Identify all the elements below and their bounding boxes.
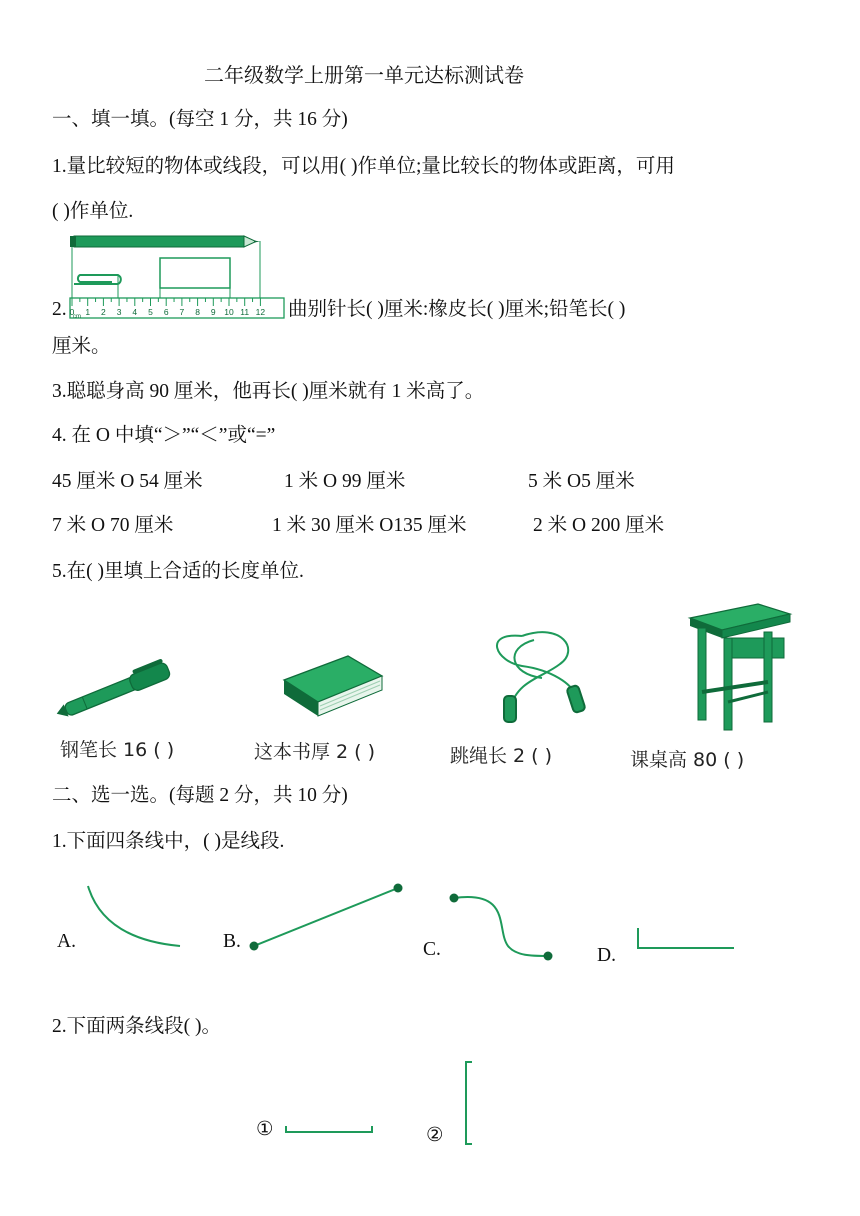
- segment-1: [286, 1126, 372, 1132]
- compare-item: 7 米 O 70 厘米: [52, 515, 174, 536]
- curve-c: [454, 897, 548, 956]
- page-title: 二年级数学上册第一单元达标测试卷: [204, 65, 524, 87]
- segment-label: ②: [426, 1125, 444, 1146]
- ruler-tick-label: 6: [163, 307, 169, 317]
- ruler-figure: [68, 228, 288, 320]
- eraser-icon: [160, 258, 230, 288]
- question-text: 5.在( )里填上合适的长度单位.: [52, 561, 304, 582]
- desk-icon: [690, 604, 790, 730]
- segment-b: [254, 888, 398, 946]
- curve-a: [88, 886, 180, 946]
- question-text: 2.下面两条线段( )。: [52, 1016, 221, 1037]
- question-number: 2.: [52, 299, 67, 320]
- ruler-tick-label: 9: [210, 307, 216, 317]
- question-text: 4. 在 O 中填“＞”“＜”或“=”: [52, 425, 276, 446]
- compare-item: 45 厘米 O 54 厘米: [52, 471, 203, 492]
- ruler-tick-label: 10: [224, 307, 234, 317]
- option-label: B.: [223, 931, 241, 952]
- ruler-tick-label: 8: [195, 307, 200, 317]
- question-text: 厘米。: [52, 336, 111, 357]
- segment-2: [466, 1062, 472, 1144]
- figure-caption: 课桌高 80 ( ): [630, 749, 745, 771]
- compare-item: 1 米 30 厘米 O135 厘米: [272, 515, 467, 536]
- section-heading: 二、选一选。(每题 2 分，共 10 分): [52, 785, 348, 806]
- ruler-tick-label: 2: [101, 307, 106, 317]
- ruler-tick-label: 5: [148, 307, 153, 317]
- two-segments-figure: [280, 1056, 480, 1148]
- book-icon: [284, 656, 382, 716]
- ruler-unit-label: cm: [73, 314, 81, 320]
- question-text: 1.量比较短的物体或线段，可以用( )作单位;量比较长的物体或距离，可用: [52, 156, 675, 177]
- question-text: 3.聪聪身高 90 厘米，他再长( )厘米就有 1 米高了。: [52, 381, 485, 402]
- compare-item: 2 米 O 200 厘米: [533, 515, 665, 536]
- ruler-tick-label: 0: [69, 307, 75, 317]
- pencil-icon: [70, 236, 260, 247]
- jump-rope-icon: [497, 632, 586, 722]
- section-heading: 一、填一填。(每空 1 分，共 16 分): [52, 109, 348, 130]
- figure-caption: 跳绳长 2 ( ): [450, 745, 553, 767]
- option-label: D.: [597, 945, 616, 966]
- figure-caption: 钢笔长 16 ( ): [60, 739, 175, 761]
- angle-d: [638, 928, 734, 948]
- ruler-tick-label: 7: [179, 307, 185, 317]
- compare-item: 5 米 O5 厘米: [528, 471, 635, 492]
- question-text: ( )作单位.: [52, 201, 134, 222]
- figure-caption: 这本书厚 2 ( ): [254, 741, 376, 763]
- pen-icon: [52, 658, 171, 722]
- ruler-tick-label: 1: [85, 307, 91, 317]
- question-text: 1.下面四条线中，( )是线段.: [52, 831, 285, 852]
- option-label: A.: [57, 931, 76, 952]
- question-text: 曲别针长( )厘米:橡皮长( )厘米;铅笔长( ): [288, 299, 626, 320]
- ruler-tick-label: 4: [132, 307, 138, 317]
- paperclip-icon: [74, 275, 121, 284]
- ruler-tick-label: 11: [240, 307, 250, 317]
- compare-item: 1 米 O 99 厘米: [284, 471, 406, 492]
- objects-figure: [52, 592, 812, 732]
- ruler-tick-label: 3: [116, 307, 122, 317]
- segment-label: ①: [256, 1119, 274, 1140]
- option-label: C.: [423, 939, 441, 960]
- ruler-tick-label: 12: [255, 307, 266, 317]
- lines-figure: [52, 870, 752, 970]
